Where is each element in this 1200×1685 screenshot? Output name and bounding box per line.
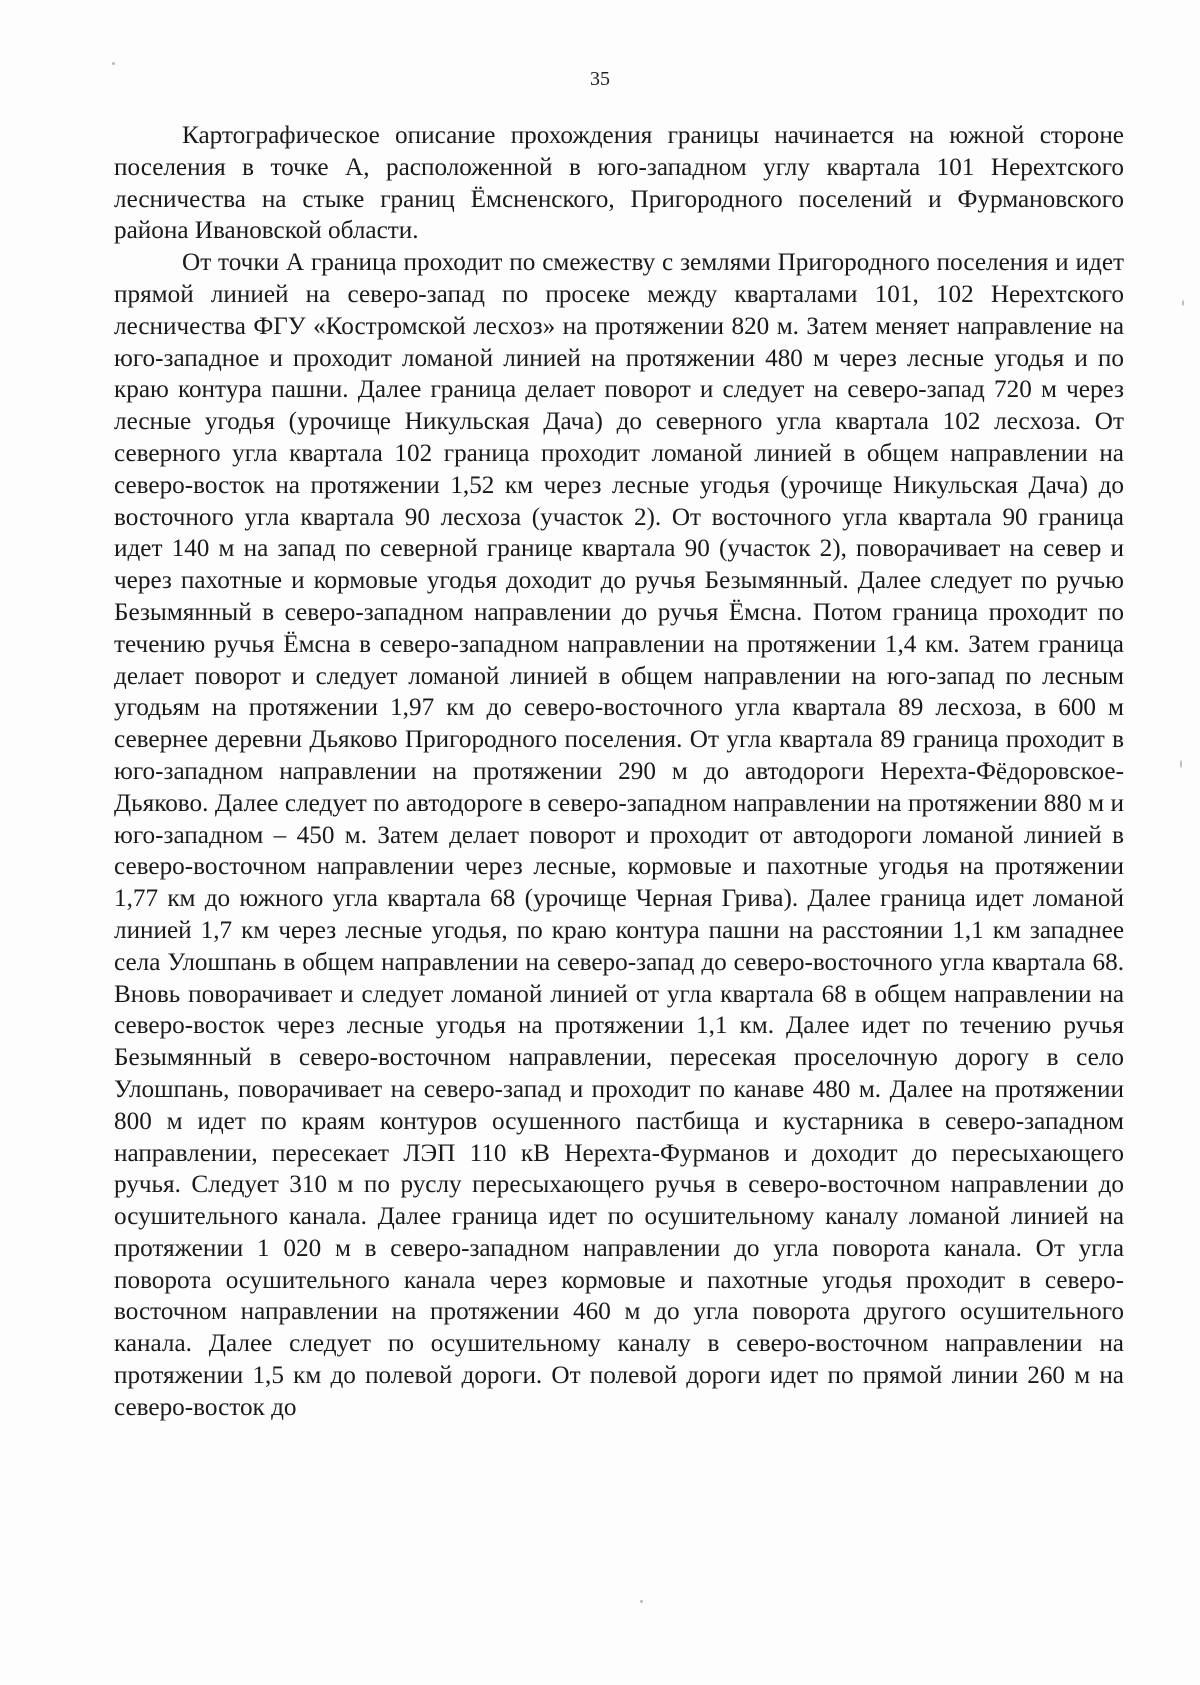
- scan-speck: [1180, 760, 1182, 768]
- scan-speck: [1182, 300, 1184, 306]
- paragraph-intro: Картографическое описание прохождения границы начинается на южной стороне поселения в точке А, расположенной в юго-западном углу квартала 101 Нерехтского лесничества на стыке границ Ёмсненского, Пригородного поселений и Фурмановского района Ивановской области.: [114, 122, 1124, 245]
- document-body: [114, 120, 1124, 1424]
- paragraph-boundary-description: От точки А граница проходит по смежеству с землями Пригородного поселения и идет прямой линией на северо-запад по просеке между кварталами 101, 102 Нерехтского лесничества ФГУ «Костромской лесхоз» на протяжении 820 м. Затем меняет направление на юго-западное и проходит ломаной линией на протяжении 480 м через лесные угодья и по краю контура пашни. Далее граница делает поворот и следует на северо-запад 720 м через лесные угодья (урочище Никульская Дача) до северного угла квартала 102 лесхоза. От северного угла квартала 102 граница проходит ломаной линией в общем направлении на северо-восток на протяжении 1,52 км через лесные угодья (урочище Никульская Дача) до восточного угла квартала 90 лесхоза (участок 2). От восточного угла квартала 90 граница идет 140 м на запад по северной границе квартала 90 (участок 2), поворачивает на север и через пахотные и кормовые угодья доходит до ручья Безымянный. Далее следует по ручью Безымянный в северо-западном направлении до ручья Ёмсна. Потом граница проходит по течению ручья Ёмсна в северо-западном направлении на протяжении 1,4 км. Затем граница делает поворот и следует ломаной линией в общем направлении на юго-запад по лесным угодьям на протяжении 1,97 км до северо-восточного угла квартала 89 лесхоза, в 600 м севернее деревни Дьяково Пригородного поселения. От угла квартала 89 граница проходит в юго-западном направлении на протяжении 290 м до автодороги Нерехта-Фёдоровское-Дьяково. Далее следует по автодороге в северо-западном направлении на протяжении 880 м и юго-западном – 450 м. Затем делает поворот и проходит от автодороги ломаной линией в северо-восточном направлении через лесные, кормовые и пахотные угодья на протяжении 1,77 км до южного угла квартала 68 (урочище Черная Грива). Далее граница идет ломаной линией 1,7 км через лесные угодья, по краю контура пашни на расстоянии 1,1 км западнее села Улошпань в общем направлении на северо-запад до северо-восточного угла квартала 68. Вновь поворачивает и следует ломаной линией от угла квартала 68 в общем направлении на северо-восток через лесные угодья на протяжении 1,1 км. Далее идет по течению ручья Безымянный в северо-восточном направлении, пересекая проселочную дорогу в село Улошпань, поворачивает на северо-запад и проходит по канаве 480 м. Далее на протяжении 800 м идет по краям контуров осушенного пастбища и кустарника в северо-западном направлении, пересекает ЛЭП 110 кВ Нерехта-Фурманов и доходит до пересыхающего ручья. Следует 310 м по руслу пересыхающего ручья в северо-восточном направлении до осушительного канала. Далее граница идет по осушительному каналу ломаной линией на протяжении 1 020 м в северо-западном направлении до угла поворота канала. От угла поворота осушительного канала через кормовые и пахотные угодья проходит в северо-восточном направлении на протяжении 460 м до угла поворота другого осушительного канала. Далее следует по осушительному каналу в северо-восточном направлении на протяжении 1,5 км до полевой дороги. От полевой дороги идет по прямой линии 260 м на северо-восток до: [114, 249, 1124, 1421]
- page-number: 35: [590, 68, 610, 90]
- scan-speck: [112, 62, 115, 65]
- scan-speck: [640, 1600, 643, 1603]
